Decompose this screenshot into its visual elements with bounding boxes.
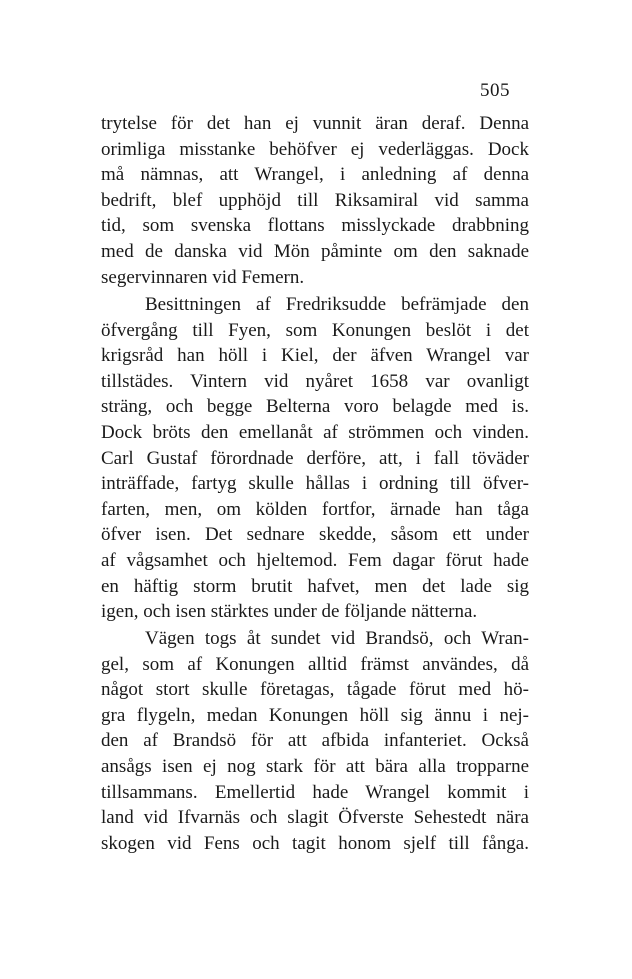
text-line: tillsammans. Emellertid hade Wrangel kommit i [101, 781, 529, 803]
text-line: farten, men, om kölden fortfor, ärnade han tåga [101, 498, 529, 520]
paragraph-2 [101, 292, 529, 625]
text-line: den af Brandsö för att afbida infanteriet. Också [101, 730, 529, 752]
text-line: med de danska vid Mön påminte om den saknade [101, 240, 529, 262]
text-line: trytelse för det han ej vunnit äran deraf. Denna [101, 113, 529, 134]
text-line: gra flygeln, medan Konungen höll sig ännu i nej- [101, 704, 529, 726]
paragraph-3 [101, 626, 529, 856]
text-line: tillstädes. Vintern vid nyåret 1658 var ovanligt [101, 370, 529, 392]
text-line: en häftig storm brutit hafvet, men det lade sig [101, 575, 529, 597]
text-line: öfvergång till Fyen, som Konungen beslöt i det [101, 319, 529, 341]
text-line: land vid Ifvarnäs och slagit Öfverste Sehestedt nära [101, 807, 529, 829]
paragraph-1 [101, 111, 529, 290]
text-line: skogen vid Fens och tagit honom sjelf till fånga. [101, 832, 529, 854]
text-line: tid, som svenska flottans misslyckade drabbning [101, 215, 529, 237]
text-line: något stort skulle företagas, tågade förut med hö- [101, 679, 529, 701]
text-line: sträng, och begge Belterna voro belagde med is. [101, 396, 529, 418]
page-number: 505 [480, 80, 510, 101]
text-line: krigsråd han höll i Kiel, der äfven Wrangel var [101, 345, 529, 367]
text-line: Carl Gustaf förordnade derföre, att, i fall töväder [101, 447, 529, 469]
text-line: inträffade, fartyg skulle hållas i ordning till öfver- [101, 473, 529, 495]
text-line: af vågsamhet och hjeltemod. Fem dagar förut hade [101, 549, 529, 571]
text-line: gel, som af Konungen alltid främst användes, då [101, 653, 529, 675]
text-line: igen, och isen stärktes under de följande nätterna. [101, 601, 478, 623]
text-line: segervinnaren vid Femern. [101, 266, 305, 288]
text-line: må nämnas, att Wrangel, i anledning af denna [101, 164, 529, 186]
text-line: Dock bröts den emellanåt af strömmen och vinden. [101, 421, 529, 443]
text-line: Besittningen af Fredriksudde befrämjade den [145, 294, 529, 315]
text-line: öfver isen. Det sednare skedde, såsom ett under [101, 524, 529, 546]
text-line: ansågs isen ej nog stark för att bära alla tropparne [101, 755, 529, 777]
text-line: Vägen togs åt sundet vid Brandsö, och Wran- [145, 628, 529, 649]
text-line: bedrift, blef upphöjd till Riksamiral vid samma [101, 189, 529, 211]
text-line: orimliga misstanke behöfver ej vederläggas. Dock [101, 138, 529, 160]
